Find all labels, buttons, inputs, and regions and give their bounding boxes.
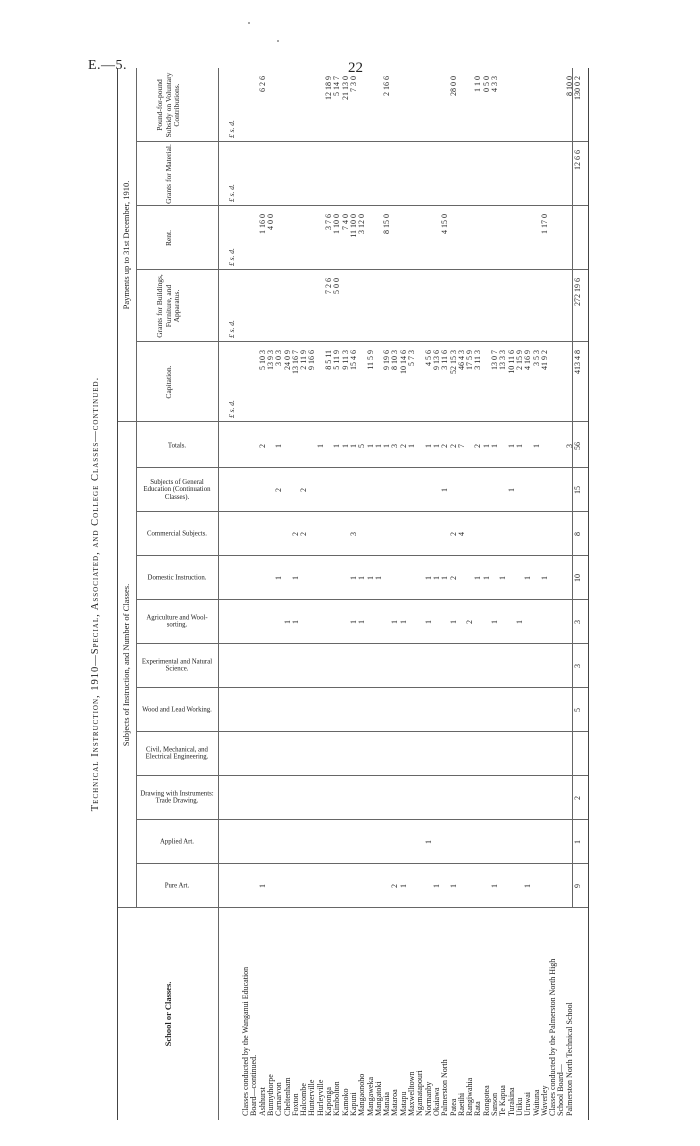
subject-count-cell: 2 bbox=[290, 532, 300, 536]
payment-cell: 1 16 0 bbox=[257, 214, 267, 234]
subject-count-cell: 1 bbox=[431, 576, 441, 580]
lsd-unit-label: £ s. d. bbox=[227, 400, 236, 418]
school-name: Rata bbox=[473, 1101, 483, 1116]
subject-count-cell: 4 bbox=[456, 532, 466, 536]
school-name: Utiku bbox=[514, 1097, 524, 1116]
scan-speck bbox=[248, 22, 250, 24]
school-name: Classes conducted by the Palmerston North High bbox=[548, 958, 558, 1116]
payment-cell: 9 16 6 bbox=[307, 350, 317, 370]
lsd-unit-label: £ s. d. bbox=[227, 120, 236, 138]
table-row bbox=[358, 68, 366, 1120]
subject-count-cell: 1 bbox=[423, 620, 433, 624]
school-name: Mangatoki bbox=[373, 1081, 383, 1116]
subject-count-cell: 2 bbox=[390, 884, 400, 888]
subject-count-cell: 1 bbox=[290, 620, 300, 624]
payment-cell: 10 14 6 bbox=[398, 350, 408, 374]
subject-count-cell: 1 bbox=[357, 576, 367, 580]
table-row bbox=[450, 68, 458, 1120]
subject-count-cell: 1 bbox=[448, 884, 458, 888]
school-name: Kimbolton bbox=[332, 1081, 342, 1116]
payment-cell: 24 0 9 bbox=[282, 350, 292, 370]
table-row bbox=[383, 68, 391, 1120]
school-name: Okaiawa bbox=[431, 1087, 441, 1116]
subject-count-cell: 1 bbox=[490, 620, 499, 624]
school-name: Mangaweka bbox=[365, 1076, 375, 1116]
school-name: Te Kapua bbox=[498, 1085, 508, 1116]
subject-count-cell: 1 bbox=[514, 620, 524, 624]
subject-column-heading bbox=[136, 609, 218, 635]
school-name: Normanby bbox=[423, 1081, 433, 1116]
school-name: Hurleyville bbox=[315, 1079, 325, 1116]
payment-cell: 413 4 8 bbox=[573, 350, 582, 374]
subject-count-cell: 1 bbox=[431, 444, 441, 448]
subject-column-heading-text: Domestic Instruction. bbox=[147, 574, 207, 582]
table-row bbox=[483, 68, 491, 1120]
table-row bbox=[557, 68, 565, 1120]
table-row bbox=[458, 68, 466, 1120]
subjects-group-heading: Subjects of Instruction, and Number of Classes. bbox=[121, 583, 131, 747]
payment-cell: 4 5 6 bbox=[423, 350, 433, 366]
payment-cell: 9 19 6 bbox=[382, 350, 392, 370]
payment-cell: 11 10 0 bbox=[348, 214, 358, 238]
payment-cell: 9 13 6 bbox=[431, 350, 441, 370]
subject-column-heading bbox=[136, 433, 218, 459]
school-name: Palmerston North bbox=[440, 1059, 450, 1116]
payment-cell: 4 0 0 bbox=[265, 214, 275, 230]
subject-column-heading-text: Pure Art. bbox=[164, 882, 190, 890]
school-name: Carnarvon bbox=[274, 1082, 284, 1116]
payment-cell: 21 13 0 bbox=[340, 76, 350, 100]
school-name: Rongotea bbox=[481, 1085, 491, 1116]
payment-cell: 5 14 7 bbox=[332, 76, 342, 96]
payment-cell: 2 11 9 bbox=[299, 350, 309, 370]
table-row bbox=[441, 68, 449, 1120]
subject-count-cell: 1 bbox=[490, 444, 499, 448]
school-name: Kaponga bbox=[324, 1087, 333, 1116]
subject-count-cell: 56 bbox=[573, 442, 582, 450]
subject-column-heading bbox=[136, 653, 218, 679]
school-name: Waituna bbox=[531, 1089, 541, 1116]
table-row bbox=[300, 68, 308, 1120]
school-name: Matapu bbox=[398, 1091, 408, 1116]
payment-column-heading: Grants for Material. bbox=[163, 144, 173, 204]
payment-cell: 3 12 0 bbox=[357, 214, 367, 234]
payment-cell: 7 2 6 bbox=[324, 278, 333, 294]
payment-cell: 0 5 0 bbox=[481, 76, 491, 92]
payment-cell: 6 2 6 bbox=[257, 76, 267, 92]
subject-count-cell: 9 bbox=[573, 884, 582, 888]
subject-column-heading bbox=[136, 477, 218, 503]
subject-column-heading bbox=[136, 785, 218, 811]
payment-cell: 3 5 3 bbox=[531, 350, 541, 366]
subject-column-heading-text: Wood and Lead Working. bbox=[142, 706, 212, 714]
payment-cell: 272 19 6 bbox=[573, 278, 582, 306]
payment-cell: 17 5 9 bbox=[465, 350, 475, 370]
subject-count-cell: 2 bbox=[465, 620, 475, 624]
subject-count-cell: 10 bbox=[573, 574, 582, 582]
subject-count-cell: 1 bbox=[274, 576, 284, 580]
subject-count-cell: 1 bbox=[348, 444, 358, 448]
table-row bbox=[267, 68, 275, 1120]
subject-count-cell: 3 bbox=[390, 444, 400, 448]
school-name: Manaia bbox=[382, 1092, 392, 1116]
subject-column-heading-text: Experimental and Natural Science. bbox=[141, 658, 213, 673]
payment-cell: 5 7 3 bbox=[407, 350, 416, 366]
payment-cell: 2 16 6 bbox=[382, 76, 392, 96]
payment-cell: 9 11 3 bbox=[340, 350, 350, 370]
payments-group-heading: Payments up to 31st December, 1910. bbox=[121, 180, 131, 310]
subject-count-cell: 3 bbox=[564, 444, 574, 448]
school-name: Ashhurst bbox=[257, 1087, 267, 1116]
school-name: Halcombe bbox=[299, 1083, 309, 1116]
lsd-unit-label: £ s. d. bbox=[227, 184, 236, 202]
school-name: Sanson bbox=[490, 1092, 499, 1116]
subject-column-heading bbox=[136, 521, 218, 547]
subject-column-heading-text: Civil, Mechanical, and Electrical Engineering. bbox=[145, 746, 209, 761]
school-name: Bunnythorpe bbox=[265, 1074, 275, 1116]
school-name: Ngamatapouri bbox=[415, 1070, 425, 1116]
payment-cell: 13 16 7 bbox=[290, 350, 300, 374]
subject-count-cell: 1 bbox=[373, 444, 383, 448]
subject-count-cell: 15 bbox=[573, 486, 582, 494]
subject-count-cell: 1 bbox=[407, 444, 416, 448]
subject-count-cell: 1 bbox=[539, 576, 549, 580]
subject-count-cell: 7 bbox=[456, 444, 466, 448]
table-row bbox=[391, 68, 399, 1120]
table-row bbox=[367, 68, 375, 1120]
subject-count-cell: 1 bbox=[506, 444, 516, 448]
payment-cell: 8 15 0 bbox=[382, 214, 392, 234]
table-row bbox=[474, 68, 482, 1120]
subject-count-cell: 1 bbox=[390, 620, 400, 624]
subject-count-cell: 1 bbox=[448, 620, 458, 624]
subject-count-cell: 3 bbox=[573, 664, 582, 668]
subject-count-cell: 1 bbox=[365, 444, 375, 448]
table-row bbox=[549, 68, 557, 1120]
payment-cell: 1 1 0 bbox=[473, 76, 483, 92]
subject-column-heading bbox=[136, 697, 218, 723]
payment-cell: 11 5 9 bbox=[365, 350, 375, 370]
payment-cell: 4 16 9 bbox=[523, 350, 533, 370]
subject-column-heading-text: Drawing with Instruments: Trade Drawing. bbox=[140, 790, 214, 805]
payment-cell: 12 18 9 bbox=[324, 76, 333, 100]
subject-count-cell: 1 bbox=[431, 884, 441, 888]
payment-cell: 3 0 3 bbox=[274, 350, 284, 366]
subject-count-cell: 1 bbox=[490, 884, 499, 888]
table-row bbox=[508, 68, 516, 1120]
payment-cell: 46 4 3 bbox=[456, 350, 466, 370]
subject-column-heading-text: Agriculture and Wool-sorting. bbox=[146, 614, 208, 629]
payment-cell: 1 17 0 bbox=[539, 214, 549, 234]
payment-cell: 41 9 2 bbox=[539, 350, 549, 370]
table-row bbox=[242, 68, 250, 1120]
payment-cell: 7 4 0 bbox=[340, 214, 350, 230]
table-row bbox=[292, 68, 300, 1120]
payment-column-heading: Grants for Buildings, Furniture, and Apparatus. bbox=[155, 274, 182, 338]
subject-count-cell: 1 bbox=[423, 444, 433, 448]
table-row bbox=[275, 68, 283, 1120]
subject-count-cell: 1 bbox=[523, 576, 533, 580]
payment-column-heading: Capitation. bbox=[163, 365, 173, 399]
subject-column-heading bbox=[136, 873, 218, 899]
school-name: Classes conducted by the Wanganui Education bbox=[241, 966, 250, 1116]
subject-count-cell: 2 bbox=[440, 444, 450, 448]
school-name: Patea bbox=[448, 1098, 458, 1116]
subject-count-cell: 1 bbox=[373, 576, 383, 580]
subject-count-cell: 1 bbox=[257, 884, 267, 888]
school-name: Kapuni bbox=[348, 1092, 358, 1116]
school-column-heading: School or Classes. bbox=[162, 981, 173, 1047]
payment-cell: 3 11 3 bbox=[473, 350, 483, 370]
subject-count-cell: 1 bbox=[481, 576, 491, 580]
subject-count-cell: 1 bbox=[348, 576, 358, 580]
subject-column-heading bbox=[136, 565, 218, 591]
school-name: Maxwelltown bbox=[407, 1071, 416, 1116]
payment-cell: 15 4 6 bbox=[348, 350, 358, 370]
table-row bbox=[408, 68, 416, 1120]
school-name: Palmerston North Technical School bbox=[564, 1002, 574, 1116]
rotated-table bbox=[85, 50, 605, 1120]
payment-cell: 13 9 3 bbox=[265, 350, 275, 370]
school-name: Cheltenham bbox=[282, 1077, 292, 1116]
payment-cell: 28 0 0 bbox=[448, 76, 458, 96]
subject-count-cell: 1 bbox=[423, 840, 433, 844]
payment-cell: 3 11 6 bbox=[440, 350, 450, 370]
page-number: 22 bbox=[348, 60, 363, 76]
payment-cell: 5 10 3 bbox=[257, 350, 267, 370]
school-name: Mataroa bbox=[390, 1089, 400, 1116]
school-name: Board—continued. bbox=[249, 1054, 259, 1116]
school-name: Hunterville bbox=[307, 1079, 317, 1116]
subject-count-cell: 1 bbox=[481, 444, 491, 448]
school-name: Turakina bbox=[506, 1087, 516, 1116]
subject-count-cell: 1 bbox=[498, 576, 508, 580]
payment-cell: 1 10 0 bbox=[332, 214, 342, 234]
table-row bbox=[425, 68, 433, 1120]
subject-count-cell: 1 bbox=[440, 488, 450, 492]
subject-count-cell: 1 bbox=[440, 576, 450, 580]
table-row bbox=[400, 68, 408, 1120]
school-name: Foxton bbox=[290, 1093, 300, 1116]
subject-count-cell: 2 bbox=[473, 444, 483, 448]
payment-cell: 7 3 0 bbox=[348, 76, 358, 92]
table-row bbox=[416, 68, 424, 1120]
subject-count-cell: 5 bbox=[573, 708, 582, 712]
subject-count-cell: 2 bbox=[299, 488, 309, 492]
subject-count-cell: 1 bbox=[357, 620, 367, 624]
subject-column-heading bbox=[136, 741, 218, 767]
subject-count-cell: 1 bbox=[365, 576, 375, 580]
subject-count-cell: 1 bbox=[523, 884, 533, 888]
subject-count-cell: 1 bbox=[332, 444, 342, 448]
lsd-unit-label: £ s. d. bbox=[227, 320, 236, 338]
payment-cell: 8 10 0 bbox=[564, 76, 574, 96]
subject-count-cell: 1 bbox=[348, 620, 358, 624]
school-name: Waverley bbox=[539, 1085, 549, 1116]
page-header-left: E.—5. bbox=[88, 58, 128, 73]
subject-count-cell: 1 bbox=[506, 488, 516, 492]
subject-count-cell: 2 bbox=[448, 576, 458, 580]
subject-count-cell: 1 bbox=[514, 444, 524, 448]
payment-cell: 8 10 3 bbox=[390, 350, 400, 370]
payment-cell: 4 3 3 bbox=[490, 76, 499, 92]
payment-cell: 52 15 3 bbox=[448, 350, 458, 374]
subject-count-cell: 3 bbox=[348, 532, 358, 536]
subject-count-cell: 1 bbox=[398, 620, 408, 624]
subject-column-heading-text: Commercial Subjects. bbox=[146, 530, 208, 538]
table-row bbox=[491, 68, 499, 1120]
subject-count-cell: 2 bbox=[398, 444, 408, 448]
payment-column-heading: Rent. bbox=[163, 229, 173, 247]
table-row bbox=[466, 68, 474, 1120]
subject-count-cell: 8 bbox=[573, 532, 582, 536]
payment-cell: 5 0 0 bbox=[332, 278, 342, 294]
school-name: Mangaonoho bbox=[357, 1073, 367, 1116]
school-name: Rangiwahia bbox=[465, 1077, 475, 1116]
subject-column-heading-text: Applied Art. bbox=[160, 838, 194, 846]
school-name: Raetihi bbox=[456, 1092, 466, 1116]
subject-count-cell: 1 bbox=[473, 576, 483, 580]
school-name: School Board— bbox=[556, 1064, 566, 1116]
payment-cell: 2 15 9 bbox=[514, 350, 524, 370]
subject-count-cell: 1 bbox=[382, 444, 392, 448]
payment-cell: 8 5 11 bbox=[324, 350, 333, 370]
payment-column-heading: Pound-for-pound Subsidy on Voluntary Contributions. bbox=[155, 72, 182, 138]
table-row bbox=[308, 68, 316, 1120]
subject-count-cell: 2 bbox=[448, 532, 458, 536]
school-name: Kamoko bbox=[340, 1088, 350, 1116]
subject-column-heading-text: Totals. bbox=[167, 442, 187, 450]
payment-cell: 5 11 9 bbox=[332, 350, 342, 370]
payment-cell: 10 11 6 bbox=[506, 350, 516, 374]
subject-column-heading bbox=[136, 829, 218, 855]
subject-count-cell: 1 bbox=[274, 444, 284, 448]
payment-cell: 130 0 2 bbox=[573, 76, 582, 100]
subject-count-cell: 1 bbox=[398, 884, 408, 888]
subject-count-cell: 1 bbox=[282, 620, 292, 624]
subject-count-cell: 2 bbox=[448, 444, 458, 448]
subject-column-heading-text: Subjects of General Education (Continuation Classes). bbox=[143, 478, 211, 501]
subject-count-cell: 1 bbox=[340, 444, 350, 448]
subject-count-cell: 2 bbox=[573, 796, 582, 800]
table-row bbox=[524, 68, 532, 1120]
subject-count-cell: 1 bbox=[290, 576, 300, 580]
subject-count-cell: 1 bbox=[573, 840, 582, 844]
table-frame bbox=[117, 68, 589, 1120]
subject-count-cell: 5 bbox=[357, 444, 367, 448]
table-row bbox=[499, 68, 507, 1120]
subject-count-cell: 3 bbox=[573, 620, 582, 624]
subject-count-cell: 2 bbox=[274, 488, 284, 492]
payment-cell: 13 0 7 bbox=[490, 350, 499, 370]
table-title: Technical Instruction, 1910—Special, Associated, and College Classes—continued. bbox=[90, 376, 101, 812]
payment-cell: 13 3 3 bbox=[498, 350, 508, 370]
table-row bbox=[284, 68, 292, 1120]
payment-cell: 12 6 6 bbox=[573, 150, 582, 170]
subject-count-cell: 2 bbox=[299, 532, 309, 536]
subject-count-cell: 2 bbox=[257, 444, 267, 448]
school-name: Uruwai bbox=[523, 1092, 533, 1116]
subject-count-cell: 1 bbox=[423, 576, 433, 580]
payment-cell: 4 15 0 bbox=[440, 214, 450, 234]
subject-count-cell: 1 bbox=[315, 444, 325, 448]
payment-cell: 3 7 6 bbox=[324, 214, 333, 230]
table-row bbox=[574, 68, 582, 1120]
scan-speck bbox=[277, 40, 279, 42]
subject-count-cell: 1 bbox=[531, 444, 541, 448]
table-row bbox=[516, 68, 524, 1120]
lsd-unit-label: £ s. d. bbox=[227, 248, 236, 266]
